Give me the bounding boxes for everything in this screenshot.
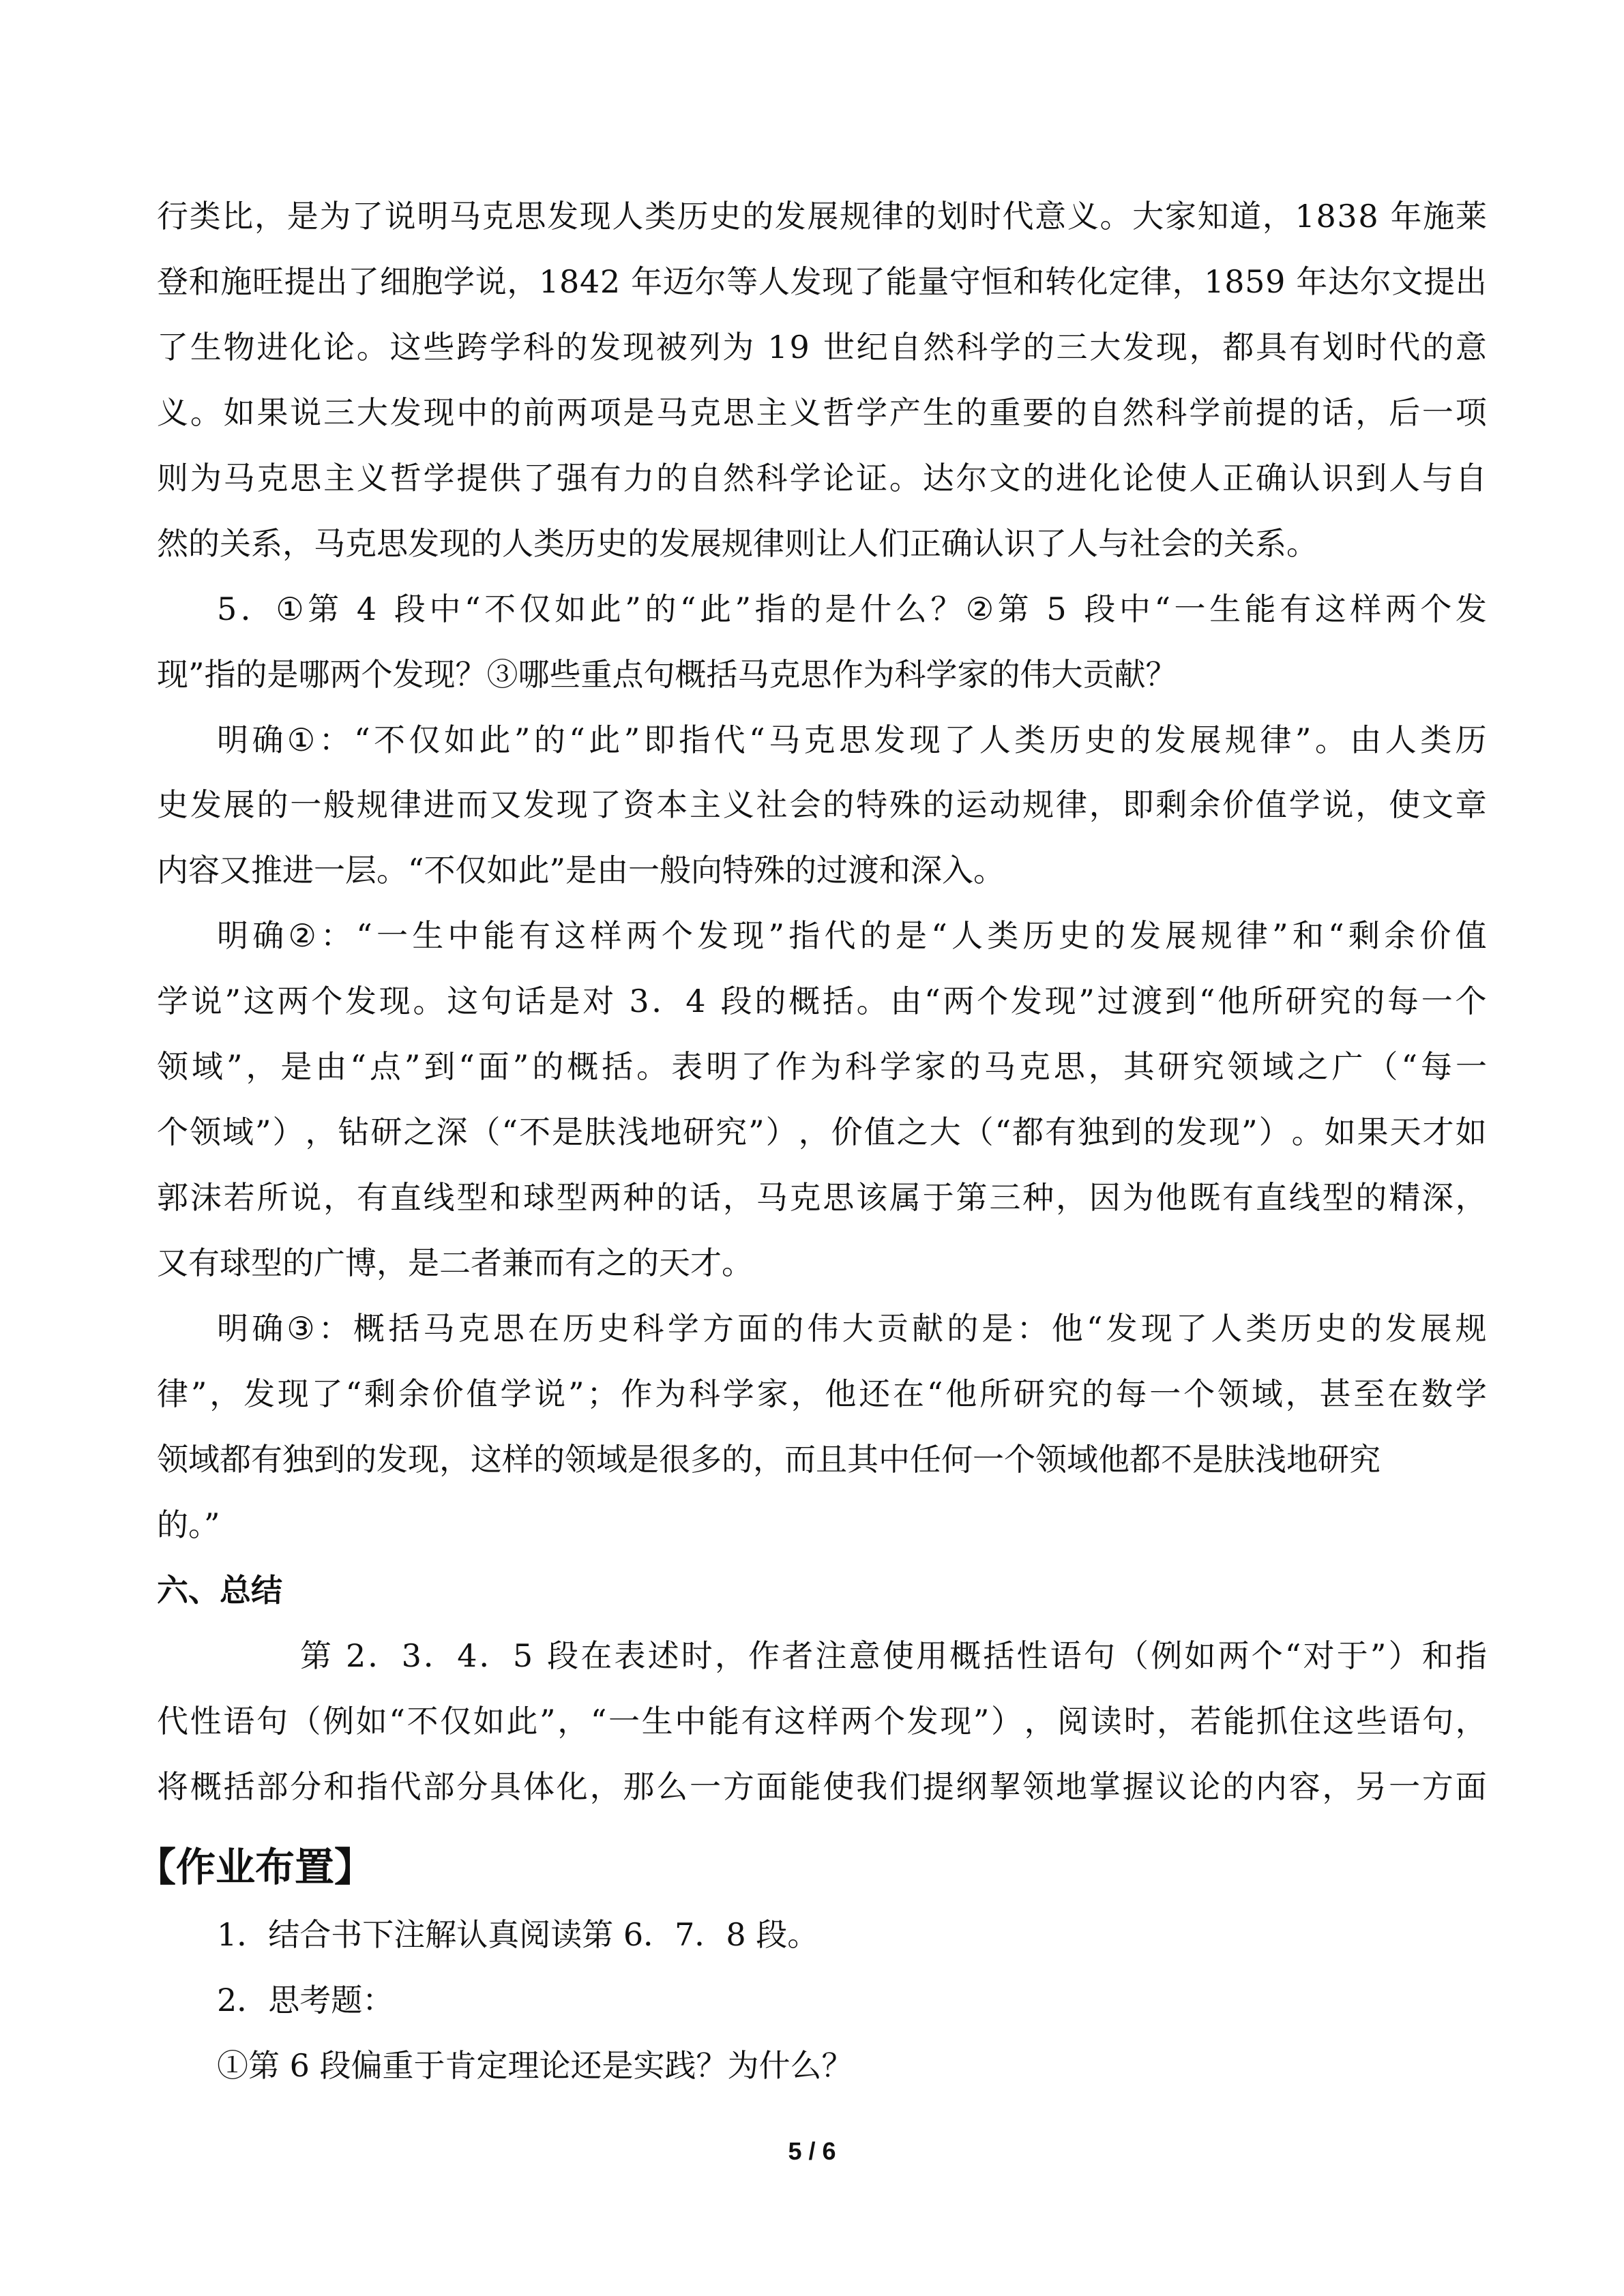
- footer-page-number: 5 / 6: [788, 2137, 836, 2165]
- question-5-line: 现”指的是哪两个发现？③哪些重点句概括马克思作为科学家的伟大贡献？: [157, 655, 1177, 693]
- paragraph-line: 然的关系，马克思发现的人类历史的发展规律则让人们正确认识了人与社会的关系。: [157, 524, 1318, 562]
- paragraph-line: 义 。 如 果 说 三 大 发 现 中 的 前 两 项 是 马 克 思 主 义 哲 学 产 生 的 重 要 的 自 然 科 学 前 提 的 话 ， 后 一 项: [157, 393, 1487, 431]
- paragraph-line: 了 生 物 进 化 论 。 这 些 跨 学 科 的 发 现 被 列 为 1 9 世 纪 自 然 科 学 的 三 大 发 现 ， 都 具 有 划 时 代 的 意: [157, 328, 1487, 366]
- paragraph-line: 行 类 比 ， 是 为 了 说 明 马 克 思 发 现 人 类 历 史 的 发 展 规 律 的 划 时 代 意 义 。 大 家 知 道 ， 1 8 3 8 年 施 莱: [157, 198, 1487, 235]
- answer-3-line: 律 ” ， 发 现 了 “ 剩 余 价 值 学 说 ” ； 作 为 科 学 家 ， 他 还 在 “ 他 所 研 究 的 每 一 个 领 域 ， 甚 至 在 数 学: [157, 1375, 1487, 1412]
- answer-2-line: 领 域 ” ， 是 由 “ 点 ” 到 “ 面 ” 的 概 括 。 表 明 了 作 为 科 学 家 的 马 克 思 ， 其 研 究 领 域 之 广 （ “ 每 一: [157, 1048, 1487, 1086]
- homework-item: 2．思考题：: [217, 1982, 394, 2019]
- homework-item: ①第 6 段偏重于肯定理论还是实践？为什么？: [217, 2047, 853, 2085]
- homework-item: 1．结合书下注解认真阅读第 6．7．8 段。: [217, 1916, 819, 1954]
- summary-line: 第 2 ． 3 ． 4 ． 5 段 在 表 述 时 ， 作 者 注 意 使 用 概 括 性 语 句 （ 例 如 两 个 “ 对 于 ” ） 和 指: [300, 1637, 1487, 1674]
- summary-line: 代 性 语 句 （ 例 如 “ 不 仅 如 此 ” ， “ 一 生 中 能 有 这 样 两 个 发 现 ” ） ， 阅 读 时 ， 若 能 抓 住 这 些 语 句 ，: [157, 1702, 1487, 1740]
- answer-1-line: 内容又推进一层。“不仅如此”是由一般向特殊的过渡和深入。: [157, 852, 1005, 889]
- paragraph-line: 登 和 施 旺 提 出 了 细 胞 学 说 ， 1 8 4 2 年 迈 尔 等 人 发 现 了 能 量 守 恒 和 转 化 定 律 ， 1 8 5 9 年 达 尔 文 提 出: [157, 263, 1487, 300]
- answer-2-line: 个 领 域 ” ） ， 钻 研 之 深 （ “ 不 是 肤 浅 地 研 究 ” ） ， 价 值 之 大 （ “ 都 有 独 到 的 发 现 ” ） 。 如 果 天 才 如: [157, 1114, 1487, 1151]
- answer-2-line: 又有球型的广博，是二者兼而有之的天才。: [157, 1244, 753, 1282]
- answer-1-line: 史 发 展 的 一 般 规 律 进 而 又 发 现 了 资 本 主 义 社 会 的 特 殊 的 运 动 规 律 ， 即 剩 余 价 值 学 说 ， 使 文 章: [157, 786, 1487, 824]
- answer-2-line: 学 说 ” 这 两 个 发 现 。 这 句 话 是 对 3 ． 4 段 的 概 括 。 由 “ 两 个 发 现 ” 过 渡 到 “ 他 所 研 究 的 每 一 个: [157, 983, 1487, 1020]
- homework-heading: 【作业布置】: [136, 1843, 374, 1890]
- question-5-line: 5 ． ① 第 4 段 中 “ 不 仅 如 此 ” 的 “ 此 ” 指 的 是 什 么 ？ ② 第 5 段 中 “ 一 生 能 有 这 样 两 个 发: [217, 590, 1487, 627]
- section-heading: 六、总结: [157, 1571, 282, 1609]
- answer-3-line: 领域都有独到的发现，这样的领域是很多的，而且其中任何一个领域他都不是肤浅地研究: [157, 1440, 1381, 1478]
- answer-3-line: 的。”: [157, 1506, 220, 1543]
- answer-1-line: 明 确 ① ： “ 不 仅 如 此 ” 的 “ 此 ” 即 指 代 “ 马 克 思 发 现 了 人 类 历 史 的 发 展 规 律 ” 。 由 人 类 历: [217, 721, 1487, 758]
- paragraph-line: 则 为 马 克 思 主 义 哲 学 提 供 了 强 有 力 的 自 然 科 学 论 证 。 达 尔 文 的 进 化 论 使 人 正 确 认 识 到 人 与 自: [157, 459, 1487, 496]
- answer-3-line: 明 确 ③ ： 概 括 马 克 思 在 历 史 科 学 方 面 的 伟 大 贡 献 的 是 ： 他 “ 发 现 了 人 类 历 史 的 发 展 规: [217, 1310, 1487, 1347]
- summary-line: 将 概 括 部 分 和 指 代 部 分 具 体 化 ， 那 么 一 方 面 能 使 我 们 提 纲 挈 领 地 掌 握 议 论 的 内 容 ， 另 一 方 面: [157, 1768, 1487, 1805]
- answer-2-line: 郭 沫 若 所 说 ， 有 直 线 型 和 球 型 两 种 的 话 ， 马 克 思 该 属 于 第 三 种 ， 因 为 他 既 有 直 线 型 的 精 深 ，: [157, 1179, 1487, 1217]
- answer-2-line: 明 确 ② ： “ 一 生 中 能 有 这 样 两 个 发 现 ” 指 代 的 是 “ 人 类 历 史 的 发 展 规 律 ” 和 “ 剩 余 价 值: [217, 917, 1487, 955]
